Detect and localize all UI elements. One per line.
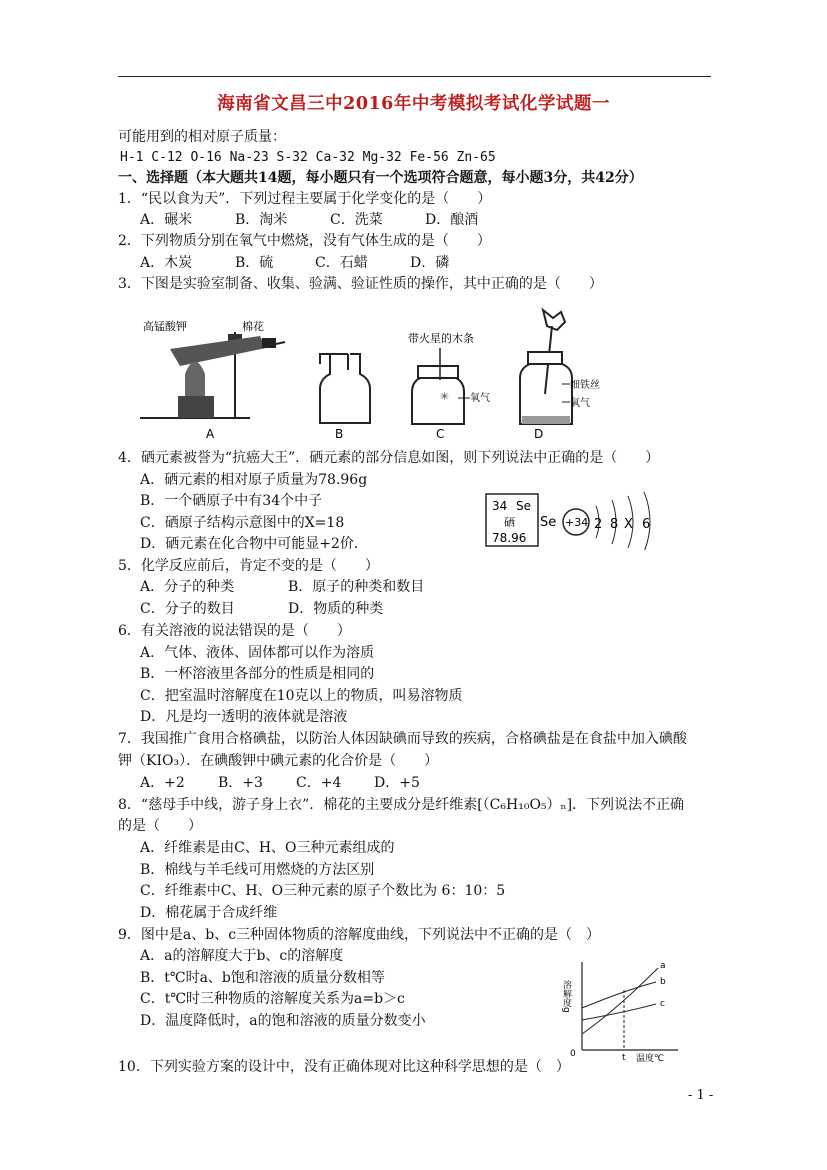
shell-electrons: 8 [610,517,619,532]
option: A．木炭 [140,255,193,271]
question-4: 4．硒元素被誉为“抗癌大王”．硒元素的部分信息如图，则下列说法中正确的是（ ） [118,450,660,466]
option: C．分子的数目 [140,601,235,617]
option: A．分子的种类 [140,579,235,595]
shell-electrons: 6 [642,517,651,532]
question-5: 5．化学反应前后，肯定不变的是（ ） [118,558,379,574]
question-7-cont: 钾（KIO₃）．在碘酸钾中碘元素的化合价是（ ） [118,753,439,769]
option: D．物质的种类 [288,601,384,617]
kmno4-label: 高锰酸钾 [143,320,187,333]
nucleus-charge: +34 [565,516,589,529]
lab-apparatus-figure [140,304,600,444]
question-1-options [140,210,478,230]
curve-a-label: a [660,961,666,971]
solubility-figure [556,954,686,1066]
atomic-mass: 78.96 [492,531,527,545]
label-a: A [206,427,215,441]
option: C．+4 [296,775,342,791]
section-heading: 一、选择题（本大题共14题，每小题只有一个选项符合题意，每小题3分，共42分） [118,170,643,186]
y-axis-label: 溶解度g [561,980,571,1013]
atomic-mass-label: 可能用到的相对原子质量： [118,129,286,145]
option: B．t℃时a、b饱和溶液的质量分数相等 [140,970,385,986]
option: C．石蜡 [315,255,368,271]
question-3: 3．下图是实验室制备、收集、验满、验证性质的操作，其中正确的是（ ） [118,276,603,292]
option: B．棉线与羊毛线可用燃烧的方法区别 [140,862,375,878]
curve-b-label: b [660,977,666,987]
question-5-options [140,577,424,597]
option: D．磷 [410,255,450,271]
label-d: D [534,427,544,441]
element-name: 硒 [504,516,515,529]
option: B．一个硒原子中有34个中子 [140,493,323,509]
apparatus-a [140,319,285,441]
oxygen-label-c: 氧气 [470,393,490,404]
option: B．+3 [218,775,263,791]
option: A．纤维素是由C、H、O三种元素组成的 [140,840,395,856]
option: D．+5 [374,775,420,791]
option: A．气体、液体、固体都可以作为溶质 [140,645,375,661]
label-b: B [335,427,344,441]
page-title: 海南省文昌三中2016年中考模拟考试化学试题一 [217,94,610,114]
cotton-label: 棉花 [242,320,264,333]
apparatus-d [520,310,600,441]
page-number: - 1 - [688,1088,714,1103]
question-10: 10．下列实验方案的设计中，没有正确体现对比这种科学思想的是（ ） [118,1059,570,1075]
option: D．凡是均一透明的液体就是溶液 [140,709,348,725]
option: B．原子的种类和数目 [288,579,425,595]
shell-electrons: X [624,517,633,532]
atom-symbol: Se [540,515,557,530]
question-8-cont: 的是（ ） [118,818,202,834]
option: B．一杯溶液里各部分的性质是相同的 [140,666,375,682]
apparatus-b [320,354,370,441]
question-5-options-2 [140,599,383,619]
question-2: 2．下列物质分别在氧气中燃烧，没有气体生成的是（ ） [118,233,491,249]
element-symbol: Se [516,499,531,513]
origin-label: 0 [570,1049,576,1059]
question-8: 8．“慈母手中线，游子身上衣”．棉花的主要成分是纤维素[（C₆H₁₀O₅）ₙ]．下列说法不正确 [118,797,685,813]
apparatus-c [408,331,490,441]
question-6: 6．有关溶液的说法错误的是（ ） [118,623,351,639]
option: D．温度降低时，a的饱和溶液的质量分数变小 [140,1013,426,1029]
question-7-options [140,773,420,793]
question-7: 7．我国推广食用合格碘盐，以防治人体因缺碘而导致的疾病，合格碘盐是在食盐中加入碘酸 [118,731,687,747]
atomic-number: 34 [492,499,508,513]
oxygen-label-d: 氧气 [570,398,590,409]
option: A．硒元素的相对原子质量为78.96g [140,472,368,488]
label-c: C [436,427,445,441]
t-label: t [622,1053,626,1063]
question-2-options [140,253,449,273]
option: A．+2 [140,775,185,791]
option: C．洗菜 [330,212,383,228]
option: A．a的溶解度大于b、c的溶解度 [140,948,344,964]
option: B．硫 [235,255,274,271]
option: D．棉花属于合成纤维 [140,905,278,921]
option: D．硒元素在化合物中可能显+2价． [140,536,368,552]
atomic-mass-list: H-1 C-12 O-16 Na-23 S-32 Ca-32 Mg-32 Fe-56 Zn-65 [120,150,496,165]
shell-electrons: 2 [594,517,603,532]
question-9: 9．图中是a、b、c三种固体物质的溶解度曲线，下列说法中不正确的是（ ） [118,927,601,943]
option: C．纤维素中C、H、O三种元素的原子个数比为 6：10：5 [140,883,506,899]
x-axis-label: 温度℃ [636,1054,665,1064]
question-1: 1．“民以食为天”．下列过程主要属于化学变化的是（ ） [118,191,492,207]
curve-c-label: c [660,999,665,1009]
option: C．硒原子结构示意图中的X=18 [140,515,345,531]
iron-wire-label: 细铁丝 [570,380,600,391]
header-rule [118,76,711,77]
svg-text:✳: ✳ [440,390,450,403]
curve-a [582,968,658,1034]
selenium-figure [484,486,664,550]
splint-label: 带火星的木条 [408,332,474,345]
option: C．把室温时溶解度在10克以上的物质，叫易溶物质 [140,688,463,704]
option: B．淘米 [235,212,288,228]
curve-c [582,1004,656,1020]
option: C．t℃时三种物质的溶解度关系为a=b＞c [140,991,405,1007]
option: A．碾米 [140,212,193,228]
option: D．酿酒 [425,212,479,228]
